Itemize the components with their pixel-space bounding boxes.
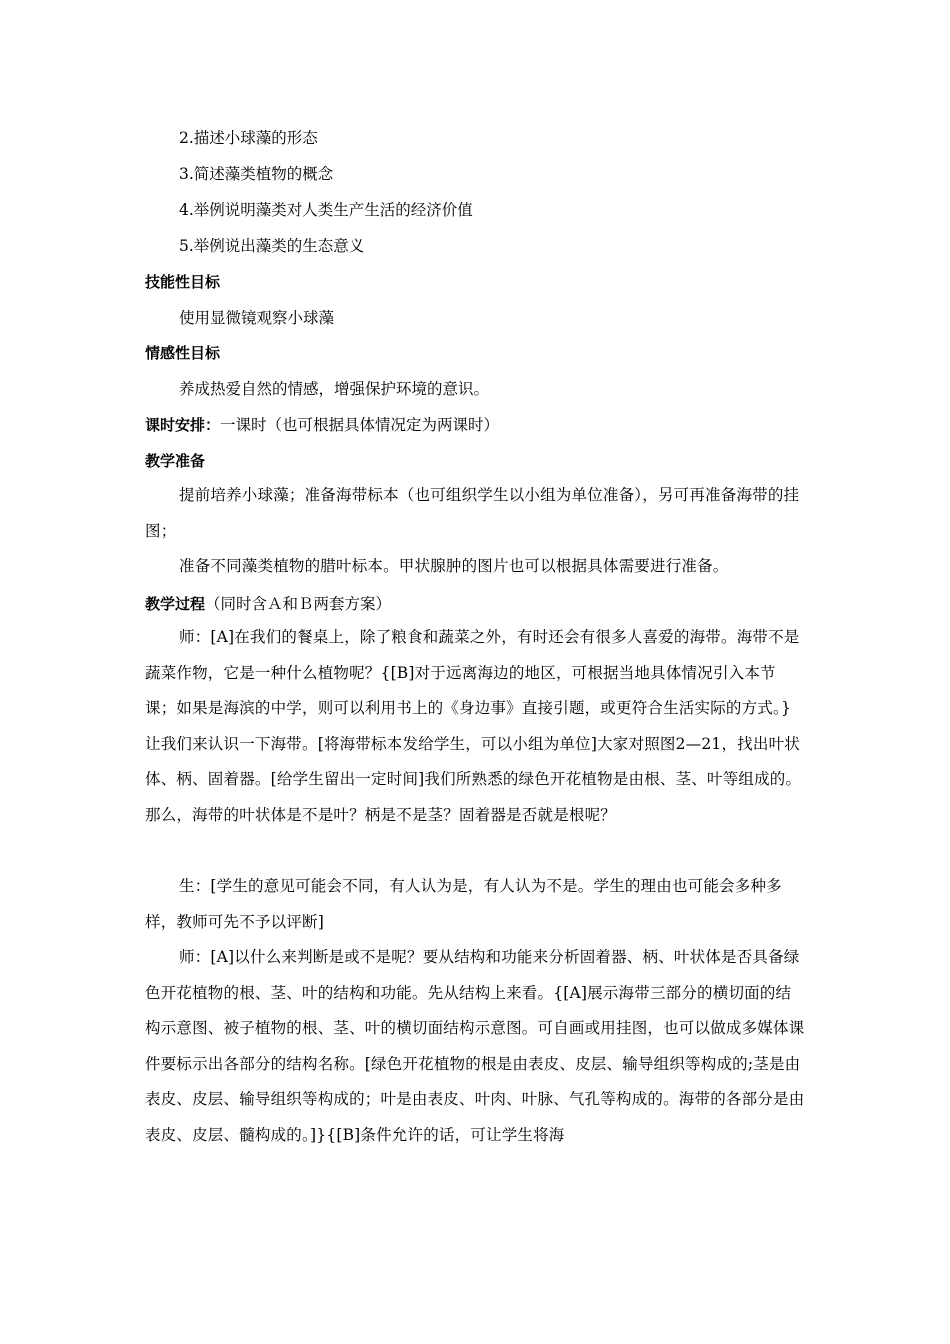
objective-item-3: 3.简述藻类植物的概念	[179, 165, 334, 183]
objective-item-4: 4.举例说明藻类对人类生产生活的经济价值	[179, 201, 473, 219]
schedule-label: 课时安排：	[145, 416, 221, 434]
teacher-paragraph-1: 师：[A]在我们的餐桌上，除了粮食和蔬菜之外，有时还会有很多人喜爱的海带。海带不是蔬菜作物，它是一种什么植物呢？{[B]对于远离海边的地区，可根据当地具体情况引入本节课；如果是海滨的中学，则可以利用书上的《身边事》直接引题，或更符合生活实际的方式。}让我们来认识一下海带。[将海带标本发给学生，可以小组为单位]大家对照图2—21，找出叶状体、柄、固着器。[给学生留出一定时间]我们所熟悉的绿色开花植物是由根、茎、叶等组成的。那么，海带的叶状体是不是叶？柄是不是茎？固着器是否就是根呢？	[145, 628, 802, 824]
teacher-paragraph-2: 师：[A]以什么来判断是或不是呢？要从结构和功能来分析固着器、柄、叶状体是否具备绿色开花植物的根、茎、叶的结构和功能。先从结构上来看。{[A]展示海带三部分的横切面的结构示意图、被子植物的根、茎、叶的横切面结构示意图。可自画或用挂图，也可以做成多媒体课件要标示出各部分的结构名称。[绿色开花植物的根是由表皮、皮层、输导组织等构成的;茎是由表皮、皮层、输导组织等构成的；叶是由表皮、叶肉、叶脉、气孔等构成的。海带的各部分是由表皮、皮层、髓构成的。]}{[B]条件允许的话，可让学生将海	[145, 948, 805, 1144]
objective-item-2: 2.描述小球藻的形态	[179, 129, 318, 147]
student-paragraph: 生：[学生的意见可能会不同，有人认为是，有人认为不是。学生的理由也可能会多种多样，教师可先不予以评断]	[145, 877, 782, 931]
prep-heading: 教学准备	[145, 452, 206, 470]
schedule-line	[145, 415, 499, 435]
process-note: （同时含Ａ和Ｂ两套方案）	[205, 595, 392, 613]
emotion-text: 养成热爱自然的情感，增强保护环境的意识。	[179, 380, 490, 398]
schedule-text: 一课时（也可根据具体情况定为两课时）	[220, 416, 500, 434]
objective-item-5: 5.举例说出藻类的生态意义	[179, 237, 365, 255]
prep-paragraph-2: 准备不同藻类植物的腊叶标本。甲状腺肿的图片也可以根据具体需要进行准备。	[179, 557, 729, 575]
skill-text: 使用显微镜观察小球藻	[179, 309, 335, 327]
prep-paragraph-1: 提前培养小球藻；准备海带标本（也可组织学生以小组为单位准备），另可再准备海带的挂图；	[145, 486, 800, 540]
skill-heading: 技能性目标	[145, 273, 221, 291]
emotion-heading: 情感性目标	[145, 344, 221, 362]
process-line	[145, 594, 391, 614]
process-label: 教学过程	[145, 595, 206, 613]
